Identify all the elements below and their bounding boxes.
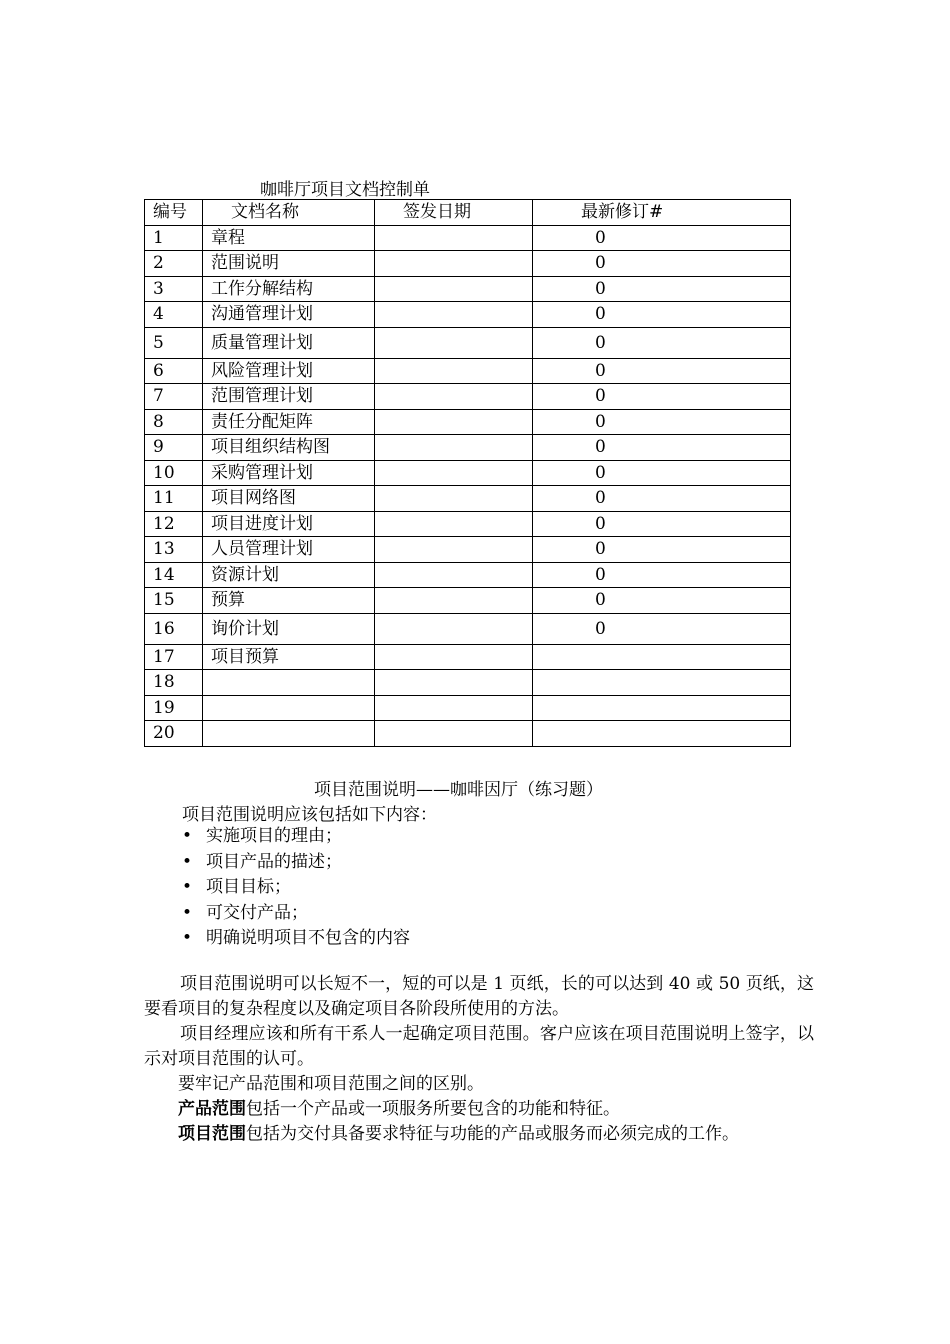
- header-latest-revision: 最新修订#: [533, 200, 791, 226]
- list-item: [144, 901, 410, 927]
- document-name-cell: 预算: [203, 588, 375, 614]
- table-row: [145, 721, 791, 747]
- issue-date-cell: [375, 537, 533, 563]
- issue-date-cell: [375, 486, 533, 512]
- bullet-icon: •: [182, 928, 193, 948]
- row-number-cell: 5: [145, 327, 203, 358]
- section-title: 项目范围说明——咖啡因厅（练习题）: [314, 780, 603, 800]
- issue-date-cell: [375, 251, 533, 277]
- project-scope-definition: 包括为交付具备要求特征与功能的产品或服务而必须完成的工作。: [246, 1124, 739, 1144]
- revision-cell: 0: [533, 384, 791, 410]
- revision-cell: 0: [533, 588, 791, 614]
- document-name-cell: 风险管理计划: [203, 358, 375, 384]
- revision-cell: [533, 721, 791, 747]
- issue-date-cell: [375, 588, 533, 614]
- table-row: [145, 511, 791, 537]
- revision-cell: 0: [533, 251, 791, 277]
- paragraph-stakeholders: 项目经理应该和所有干系人一起确定项目范围。客户应该在项目范围说明上签字，以示对项目范围的认可。: [144, 1024, 814, 1069]
- row-number-cell: 9: [145, 435, 203, 461]
- row-number-cell: 7: [145, 384, 203, 410]
- revision-cell: 0: [533, 537, 791, 563]
- issue-date-cell: [375, 358, 533, 384]
- row-number-cell: 19: [145, 695, 203, 721]
- row-number-cell: 16: [145, 613, 203, 644]
- list-item-text: 明确说明项目不包含的内容: [206, 928, 410, 948]
- issue-date-cell: [375, 721, 533, 747]
- content-bullet-list: [144, 824, 410, 952]
- table-header-row: [145, 200, 791, 226]
- table-row: [145, 276, 791, 302]
- table-row: [145, 225, 791, 251]
- issue-date-cell: [375, 435, 533, 461]
- revision-cell: [533, 695, 791, 721]
- row-number-cell: 10: [145, 460, 203, 486]
- table-row: [145, 613, 791, 644]
- document-name-cell: 项目网络图: [203, 486, 375, 512]
- revision-cell: [533, 644, 791, 670]
- table-row: [145, 409, 791, 435]
- table-row: [145, 251, 791, 277]
- revision-cell: 0: [533, 276, 791, 302]
- issue-date-cell: [375, 225, 533, 251]
- issue-date-cell: [375, 384, 533, 410]
- bullet-icon: •: [182, 902, 193, 923]
- revision-cell: 0: [533, 327, 791, 358]
- row-number-cell: 17: [145, 644, 203, 670]
- row-number-cell: 15: [145, 588, 203, 614]
- header-document-name: 文档名称: [203, 200, 375, 226]
- table-row: [145, 358, 791, 384]
- document-name-cell: 资源计划: [203, 562, 375, 588]
- revision-cell: 0: [533, 302, 791, 328]
- revision-cell: 0: [533, 486, 791, 512]
- revision-cell: 0: [533, 613, 791, 644]
- revision-cell: 0: [533, 409, 791, 435]
- list-item-text: 项目目标；: [206, 877, 291, 897]
- revision-cell: 0: [533, 358, 791, 384]
- list-item-text: 可交付产品；: [206, 902, 308, 923]
- issue-date-cell: [375, 276, 533, 302]
- row-number-cell: 8: [145, 409, 203, 435]
- revision-cell: 0: [533, 562, 791, 588]
- document-name-cell: 范围管理计划: [203, 384, 375, 410]
- table-row: [145, 435, 791, 461]
- document-name-cell: [203, 721, 375, 747]
- issue-date-cell: [375, 670, 533, 696]
- document-name-cell: 采购管理计划: [203, 460, 375, 486]
- document-name-cell: 项目进度计划: [203, 511, 375, 537]
- document-name-cell: 项目组织结构图: [203, 435, 375, 461]
- header-number: 编号: [145, 200, 203, 226]
- document-name-cell: [203, 695, 375, 721]
- issue-date-cell: [375, 511, 533, 537]
- document-name-cell: 询价计划: [203, 613, 375, 644]
- table-row: [145, 384, 791, 410]
- issue-date-cell: [375, 613, 533, 644]
- term-product-scope: 产品范围: [178, 1099, 246, 1119]
- bullet-icon: •: [182, 877, 193, 897]
- table-row: [145, 460, 791, 486]
- revision-cell: 0: [533, 435, 791, 461]
- document-name-cell: 范围说明: [203, 251, 375, 277]
- revision-cell: 0: [533, 225, 791, 251]
- table-row: [145, 302, 791, 328]
- revision-cell: [533, 670, 791, 696]
- issue-date-cell: [375, 460, 533, 486]
- list-item: [144, 850, 410, 876]
- row-number-cell: 2: [145, 251, 203, 277]
- row-number-cell: 1: [145, 225, 203, 251]
- body-paragraphs: [144, 972, 814, 1147]
- issue-date-cell: [375, 409, 533, 435]
- issue-date-cell: [375, 562, 533, 588]
- list-item-text: 实施项目的理由；: [206, 826, 342, 846]
- row-number-cell: 13: [145, 537, 203, 563]
- document-name-cell: 项目预算: [203, 644, 375, 670]
- document-name-cell: 章程: [203, 225, 375, 251]
- issue-date-cell: [375, 302, 533, 328]
- list-item: [144, 824, 410, 850]
- table-row: [145, 537, 791, 563]
- row-number-cell: 18: [145, 670, 203, 696]
- document-name-cell: 人员管理计划: [203, 537, 375, 563]
- row-number-cell: 3: [145, 276, 203, 302]
- issue-date-cell: [375, 327, 533, 358]
- row-number-cell: 20: [145, 721, 203, 747]
- paragraph-project-scope: [144, 1122, 814, 1147]
- table-row: [145, 588, 791, 614]
- list-item: [144, 926, 410, 952]
- table-row: [145, 695, 791, 721]
- document-name-cell: 工作分解结构: [203, 276, 375, 302]
- table-row: [145, 327, 791, 358]
- row-number-cell: 4: [145, 302, 203, 328]
- document-name-cell: 沟通管理计划: [203, 302, 375, 328]
- row-number-cell: 14: [145, 562, 203, 588]
- list-item: [144, 875, 410, 901]
- table-title: 咖啡厅项目文档控制单: [260, 180, 430, 200]
- intro-text: 项目范围说明应该包括如下内容：: [182, 805, 437, 825]
- revision-cell: 0: [533, 460, 791, 486]
- table-row: [145, 486, 791, 512]
- product-scope-definition: 包括一个产品或一项服务所要包含的功能和特征。: [246, 1099, 620, 1119]
- document-control-table: [144, 199, 791, 747]
- table-row: [145, 562, 791, 588]
- document-name-cell: [203, 670, 375, 696]
- issue-date-cell: [375, 644, 533, 670]
- table-row: [145, 644, 791, 670]
- row-number-cell: 12: [145, 511, 203, 537]
- bullet-icon: •: [182, 851, 193, 872]
- row-number-cell: 6: [145, 358, 203, 384]
- paragraph-length: 项目范围说明可以长短不一，短的可以是 1 页纸，长的可以达到 40 或 50 页纸，这要看项目的复杂程度以及确定项目各阶段所使用的方法。: [144, 974, 814, 1019]
- term-project-scope: 项目范围: [178, 1124, 246, 1144]
- document-name-cell: 责任分配矩阵: [203, 409, 375, 435]
- row-number-cell: 11: [145, 486, 203, 512]
- paragraph-product-scope: [144, 1097, 814, 1122]
- issue-date-cell: [375, 695, 533, 721]
- table-row: [145, 670, 791, 696]
- paragraph-distinction: 要牢记产品范围和项目范围之间的区别。: [178, 1074, 484, 1094]
- list-item-text: 项目产品的描述；: [206, 851, 342, 872]
- bullet-icon: •: [182, 826, 193, 846]
- document-name-cell: 质量管理计划: [203, 327, 375, 358]
- header-issue-date: 签发日期: [375, 200, 533, 226]
- revision-cell: 0: [533, 511, 791, 537]
